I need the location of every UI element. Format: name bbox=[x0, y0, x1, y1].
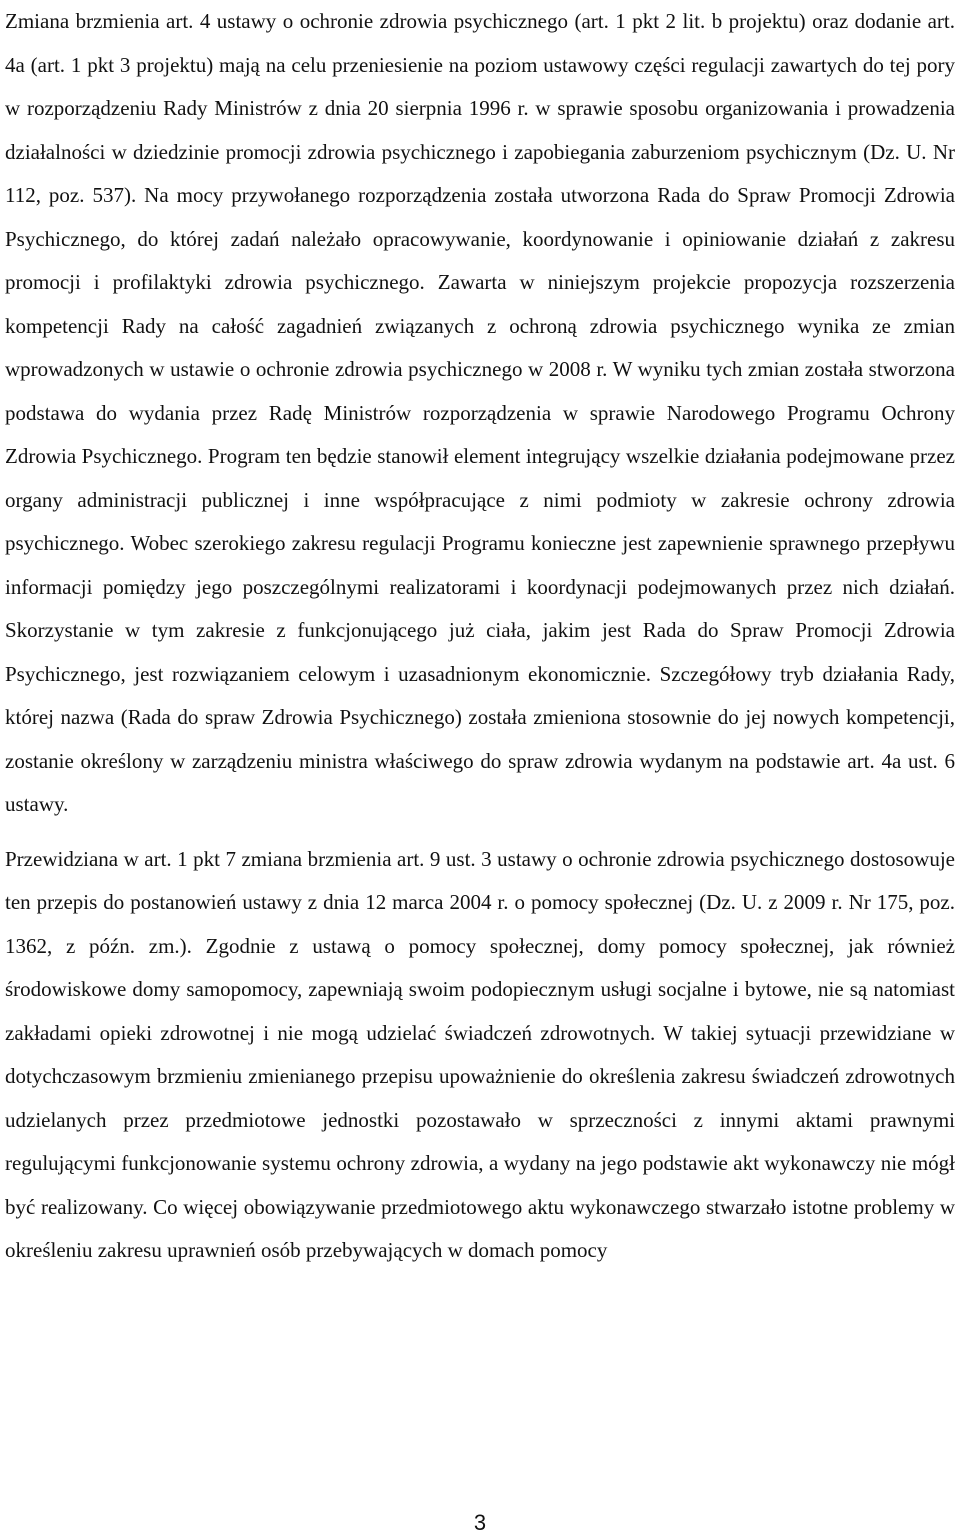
paragraph-social-welfare-homes: Przewidziana w art. 1 pkt 7 zmiana brzmienia art. 9 ust. 3 ustawy o ochronie zdrowia psychicznego dostosowuje ten przepis do postanowień ustawy z dnia 12 marca 2004 r. o pomocy społecznej (Dz. U. z 2009 r. Nr 175, poz. 1362, z późn. zm.). Zgodnie z ustawą o pomocy społecznej, domy pomocy społecznej, jak również środowiskowe domy samopomocy, zapewniają swoim podopiecznym usługi socjalne i bytowe, nie są natomiast zakładami opieki zdrowotnej i nie mogą udzielać świadczeń zdrowotnych. W takiej sytuacji przewidziane w dotychczasowym brzmieniu zmienianego przepisu upoważnienie do określenia zakresu świadczeń zdrowotnych udzielanych przez przedmiotowe jednostki pozostawało w sprzeczności z innymi aktami prawnymi regulującymi funkcjonowanie systemu ochrony zdrowia, a wydany na jego podstawie akt wykonawczy nie mógł być realizowany. Co więcej obowiązywanie przedmiotowego aktu wykonawczego stwarzało istotne problemy w określeniu zakresu uprawnień osób przebywających w domach pomocy bbox=[5, 846, 955, 1262]
document-page bbox=[5, 0, 955, 1273]
paragraph-council-reform: Zmiana brzmienia art. 4 ustawy o ochronie zdrowia psychicznego (art. 1 pkt 2 lit. b projektu) oraz dodanie art. 4a (art. 1 pkt 3 projektu) mają na celu przeniesienie na poziom ustawowy części regulacji zawartych do tej pory w rozporządzeniu Rady Ministrów z dnia 20 sierpnia 1996 r. w sprawie sposobu organizowania i prowadzenia działalności w dziedzinie promocji zdrowia psychicznego i zapobiegania zaburzeniom psychicznym (Dz. U. Nr 112, poz. 537). Na mocy przywołanego rozporządzenia została utworzona Rada do Spraw Promocji Zdrowia Psychicznego, do której zadań należało opracowywanie, koordynowanie i opiniowanie działań z zakresu promocji i profilaktyki zdrowia psychicznego. Zawarta w niniejszym projekcie propozycja rozszerzenia kompetencji Rady na całość zagadnień związanych z ochroną zdrowia psychicznego wynika ze zmian wprowadzonych w ustawie o ochronie zdrowia psychicznego w 2008 r. W wyniku tych zmian została stworzona podstawa do wydania przez Radę Ministrów rozporządzenia w sprawie Narodowego Programu Ochrony Zdrowia Psychicznego. Program ten będzie stanowił element integrujący wszelkie działania podejmowane przez organy administracji publicznej i inne współpracujące z nimi podmioty w zakresie ochrony zdrowia psychicznego. Wobec szerokiego zakresu regulacji Programu konieczne jest zapewnienie sprawnego przepływu informacji pomiędzy jego poszczególnymi realizatorami i koordynacji podejmowanych przez nich działań. Skorzystanie w tym zakresie z funkcjonującego już ciała, jakim jest Rada do Spraw Promocji Zdrowia Psychicznego, jest rozwiązaniem celowym i uzasadnionym ekonomicznie. Szczegółowy tryb działania Rady, której nazwa (Rada do spraw Zdrowia Psychicznego) została zmieniona stosownie do jej nowych kompetencji, zostanie określony w zarządzeniu ministra właściwego do spraw zdrowia wydanym na podstawie art. 4a ust. 6 ustawy. bbox=[5, 9, 955, 816]
page-number: 3 bbox=[473, 1510, 487, 1535]
